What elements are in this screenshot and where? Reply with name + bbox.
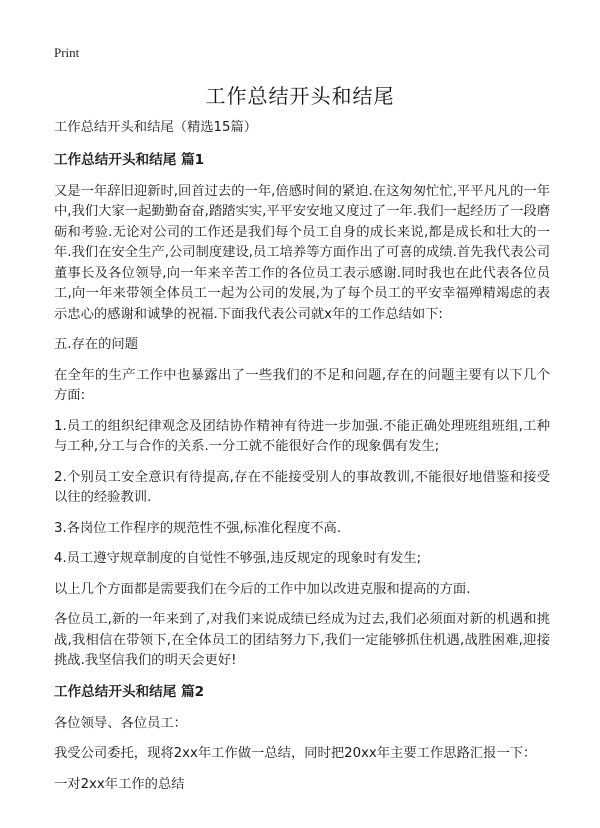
paragraph: 五.存在的问题 xyxy=(54,337,139,352)
document-subtitle: 工作总结开头和结尾（精选15篇） xyxy=(54,120,258,135)
paragraph: 我受公司委托，现将2xx年工作做一总结，同时把20xx年主要工作思路汇报一下： xyxy=(54,746,537,761)
paragraph: 4.员工遵守规章制度的自觉性不够强,违反规定的现象时有发生; xyxy=(54,551,422,566)
paragraph: 各位员工,新的一年来到了,对我们来说成绩已经成为过去,我们必须面对新的机遇和挑战,我相信在带领下,在全体员工的团结努力下,我们一定能够抓住机遇,战胜困难,迎接挑战.我坚信我们的明天会更好! xyxy=(54,612,550,668)
paragraph: 1.员工的组织纪律观念及团结协作精神有待进一步加强.不能正确处理班组班组,工种与工种,分工与合作的关系.一分工就不能很好合作的现象偶有发生; xyxy=(54,418,550,454)
page-title: 工作总结开头和结尾 xyxy=(205,84,395,108)
document-body xyxy=(54,118,550,805)
paragraph: 以上几个方面都是需要我们在今后的工作中加以改进克服和提高的方面. xyxy=(54,581,471,597)
paragraph: 2.个别员工安全意识有待提高,存在不能接受别人的事故教训,不能很好地借鉴和接受以往的经验教训. xyxy=(54,469,550,505)
paragraph: 在全年的生产工作中也暴露出了一些我们的不足和问题,存在的问题主要有以下几个方面: xyxy=(54,367,550,403)
paragraph: 一对2xx年工作的总结 xyxy=(54,776,185,792)
paragraph: 又是一年辞旧迎新时,回首过去的一年,倍感时间的紧迫.在这匆匆忙忙,平平凡凡的一年中,我们大家一起勤勤奋奋,踏踏实实,平平安安地又度过了一年.我们一起经历了一段磨砺和考验.无论对公司的工作还是我们每个员工自身的成长来说,都是成长和壮大的一年.我们在安全生产,公司制度建设,员工培养等方面作出了可喜的成绩.首先我代表公司董事长及各位领导,向一年来辛苦工作的各位员工表示感谢.同时我也在此代表各位员工,向一年来带领全体员工一起为公司的发展,为了每个员工的平安幸福殚精竭虑的表示忠心的感谢和诚挚的祝福.下面我代表公司就x年的工作总结如下: xyxy=(54,183,550,322)
paragraph: 3.各岗位工作程序的规范性不强,标准化程度不高. xyxy=(54,520,342,536)
section-heading: 工作总结开头和结尾 篇1 xyxy=(54,151,205,168)
print-link[interactable]: Print xyxy=(54,45,80,60)
paragraph: 各位领导、各位员工： xyxy=(54,715,187,731)
section-heading: 工作总结开头和结尾 篇2 xyxy=(54,683,205,700)
